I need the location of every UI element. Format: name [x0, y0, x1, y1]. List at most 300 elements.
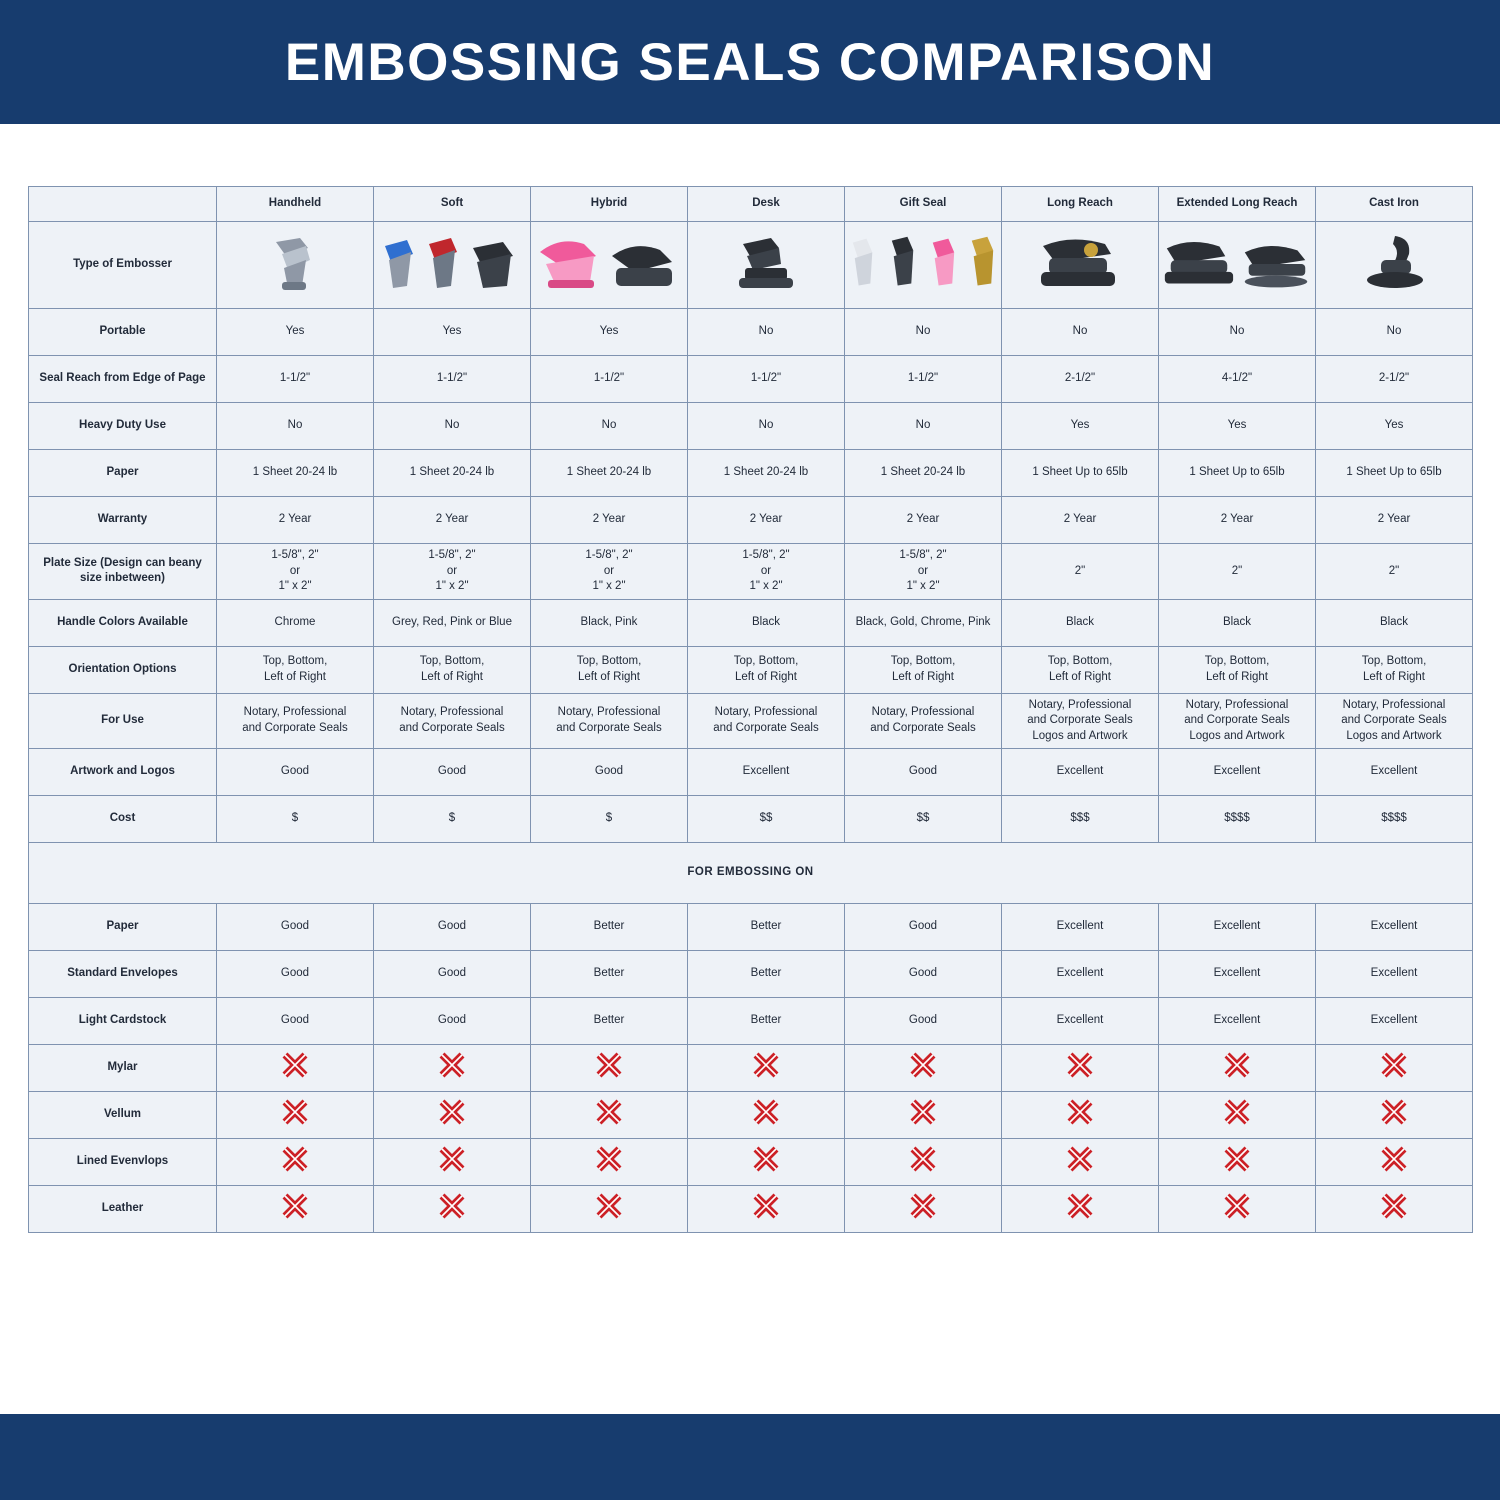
cell-plate-size-design-can-beany-size-inbetween-long-reach — [1002, 544, 1159, 600]
cell-handle-colors-available-hybrid: Black, Pink — [531, 599, 688, 646]
cell-light-cardstock-extended-long-reach: Excellent — [1159, 998, 1316, 1045]
table-row — [29, 749, 1473, 796]
section-band-for-embossing-on: FOR EMBOSSING ON — [29, 843, 1473, 904]
cell-lined-evenvlops-extended-long-reach — [1159, 1139, 1316, 1186]
x-mark-icon — [439, 1146, 465, 1172]
cell-line: 2" — [1388, 564, 1400, 577]
cell-paper-desk: 1 Sheet 20-24 lb — [688, 450, 845, 497]
cell-vellum-long-reach — [1002, 1092, 1159, 1139]
cell-handle-colors-available-extended-long-reach: Black — [1159, 599, 1316, 646]
cell-heavy-duty-use-cast-iron: Yes — [1316, 403, 1473, 450]
embosser-image-gift-seal — [845, 222, 1002, 309]
table-row — [29, 904, 1473, 951]
cell-light-cardstock-long-reach: Excellent — [1002, 998, 1159, 1045]
cell-line: Notary, Professional — [1185, 698, 1289, 711]
cell-artwork-and-logos-soft: Good — [374, 749, 531, 796]
cell-plate-size-design-can-beany-size-inbetween-soft — [374, 544, 531, 600]
cell-for-use-gift-seal — [845, 693, 1002, 749]
x-mark-icon — [282, 1193, 308, 1219]
cell-for-use-handheld — [217, 693, 374, 749]
cell-line: 1" x 2" — [278, 580, 312, 593]
cell-seal-reach-from-edge-of-page-handheld: 1-1/2" — [217, 356, 374, 403]
cell-paper-hybrid: 1 Sheet 20-24 lb — [531, 450, 688, 497]
x-mark-icon — [1067, 1193, 1093, 1219]
cell-for-use-soft — [374, 693, 531, 749]
cell-line: Logos and Artwork — [1032, 729, 1128, 742]
cell-line: Top, Bottom, — [419, 655, 485, 668]
cell-orientation-options-gift-seal — [845, 646, 1002, 693]
x-mark-icon — [439, 1193, 465, 1219]
cell-line: Left of Right — [577, 670, 640, 683]
cell-warranty-cast-iron: 2 Year — [1316, 497, 1473, 544]
cell-line: Top, Bottom, — [733, 655, 799, 668]
table-row — [29, 403, 1473, 450]
table-row — [29, 544, 1473, 600]
cell-cost-long-reach: $$$ — [1002, 796, 1159, 843]
cell-handle-colors-available-soft: Grey, Red, Pink or Blue — [374, 599, 531, 646]
cell-line: Top, Bottom, — [890, 655, 956, 668]
cell-line: Left of Right — [420, 670, 483, 683]
cell-mylar-soft — [374, 1045, 531, 1092]
cell-paper-gift-seal: 1 Sheet 20-24 lb — [845, 450, 1002, 497]
x-mark-icon — [1381, 1193, 1407, 1219]
cell-for-use-hybrid — [531, 693, 688, 749]
cell-lined-evenvlops-cast-iron — [1316, 1139, 1473, 1186]
cell-plate-size-design-can-beany-size-inbetween-gift-seal — [845, 544, 1002, 600]
cell-line: and Corporate Seals — [1341, 714, 1447, 727]
cell-line: Top, Bottom, — [1047, 655, 1113, 668]
cell-paper-cast-iron: Excellent — [1316, 904, 1473, 951]
column-header-soft: Soft — [374, 187, 531, 222]
cell-mylar-desk — [688, 1045, 845, 1092]
x-mark-icon — [910, 1052, 936, 1078]
cell-cost-handheld: $ — [217, 796, 374, 843]
cell-paper-extended-long-reach: Excellent — [1159, 904, 1316, 951]
table-row — [29, 796, 1473, 843]
embosser-image-long-reach — [1002, 222, 1159, 309]
cell-plate-size-design-can-beany-size-inbetween-extended-long-reach — [1159, 544, 1316, 600]
cell-line: Notary, Professional — [243, 706, 347, 719]
cell-mylar-extended-long-reach — [1159, 1045, 1316, 1092]
cell-line: 1" x 2" — [592, 580, 626, 593]
column-header-gift-seal: Gift Seal — [845, 187, 1002, 222]
cell-cost-extended-long-reach: $$$$ — [1159, 796, 1316, 843]
cell-orientation-options-handheld — [217, 646, 374, 693]
cell-lined-evenvlops-gift-seal — [845, 1139, 1002, 1186]
row-header-type-of-embosser: Type of Embosser — [29, 222, 217, 309]
row-header-light-cardstock: Light Cardstock — [29, 998, 217, 1045]
row-header-paper: Paper — [29, 450, 217, 497]
cell-warranty-hybrid: 2 Year — [531, 497, 688, 544]
cell-standard-envelopes-soft: Good — [374, 951, 531, 998]
cell-portable-desk: No — [688, 309, 845, 356]
cell-cost-gift-seal: $$ — [845, 796, 1002, 843]
cell-handle-colors-available-cast-iron: Black — [1316, 599, 1473, 646]
x-mark-icon — [596, 1193, 622, 1219]
cell-line: or — [760, 564, 772, 577]
table-header-row — [29, 187, 1473, 222]
cell-orientation-options-soft — [374, 646, 531, 693]
cell-line: 1-5/8", 2" — [585, 549, 633, 561]
table-row — [29, 951, 1473, 998]
cell-heavy-duty-use-soft: No — [374, 403, 531, 450]
cell-cost-soft: $ — [374, 796, 531, 843]
table-row — [29, 356, 1473, 403]
cell-vellum-gift-seal — [845, 1092, 1002, 1139]
cell-handle-colors-available-gift-seal: Black, Gold, Chrome, Pink — [845, 599, 1002, 646]
cell-light-cardstock-gift-seal: Good — [845, 998, 1002, 1045]
cell-line: Top, Bottom, — [262, 655, 328, 668]
column-header-cast-iron: Cast Iron — [1316, 187, 1473, 222]
cell-artwork-and-logos-desk: Excellent — [688, 749, 845, 796]
cell-for-use-desk — [688, 693, 845, 749]
cell-plate-size-design-can-beany-size-inbetween-handheld — [217, 544, 374, 600]
page-header-banner — [0, 0, 1500, 128]
x-mark-icon — [1067, 1099, 1093, 1125]
x-mark-icon — [1067, 1146, 1093, 1172]
cell-line: and Corporate Seals — [242, 721, 348, 734]
cell-seal-reach-from-edge-of-page-long-reach: 2-1/2" — [1002, 356, 1159, 403]
cell-paper-cast-iron: 1 Sheet Up to 65lb — [1316, 450, 1473, 497]
table-row — [29, 646, 1473, 693]
cell-line: Left of Right — [1362, 670, 1425, 683]
table-row — [29, 1186, 1473, 1233]
gift-seal-embosser-icon — [845, 223, 1001, 307]
table-row — [29, 497, 1473, 544]
cell-warranty-extended-long-reach: 2 Year — [1159, 497, 1316, 544]
x-mark-icon — [1224, 1193, 1250, 1219]
column-header-hybrid: Hybrid — [531, 187, 688, 222]
cell-line: Left of Right — [734, 670, 797, 683]
cell-for-use-extended-long-reach — [1159, 693, 1316, 749]
row-header-leather: Leather — [29, 1186, 217, 1233]
cell-mylar-cast-iron — [1316, 1045, 1473, 1092]
table-row — [29, 309, 1473, 356]
desk-embosser-icon — [688, 223, 844, 307]
cell-plate-size-design-can-beany-size-inbetween-hybrid — [531, 544, 688, 600]
cell-paper-soft: 1 Sheet 20-24 lb — [374, 450, 531, 497]
x-mark-icon — [910, 1193, 936, 1219]
x-mark-icon — [910, 1099, 936, 1125]
cell-lined-evenvlops-desk — [688, 1139, 845, 1186]
cell-cost-hybrid: $ — [531, 796, 688, 843]
cell-orientation-options-extended-long-reach — [1159, 646, 1316, 693]
row-header-paper: Paper — [29, 904, 217, 951]
x-mark-icon — [1067, 1052, 1093, 1078]
cell-line: Notary, Professional — [400, 706, 504, 719]
cell-standard-envelopes-cast-iron: Excellent — [1316, 951, 1473, 998]
cell-orientation-options-desk — [688, 646, 845, 693]
x-mark-icon — [753, 1146, 779, 1172]
cell-heavy-duty-use-gift-seal: No — [845, 403, 1002, 450]
cell-mylar-long-reach — [1002, 1045, 1159, 1092]
cell-line: 1-5/8", 2" — [271, 549, 319, 561]
row-header-plate-size-design-can-beany-size-inbetween: Plate Size (Design can beany size inbetween) — [29, 544, 217, 600]
cell-paper-hybrid: Better — [531, 904, 688, 951]
column-header-desk: Desk — [688, 187, 845, 222]
cell-line: 1-5/8", 2" — [899, 549, 947, 561]
table-row — [29, 450, 1473, 497]
cell-line: and Corporate Seals — [1184, 714, 1290, 727]
cell-light-cardstock-cast-iron: Excellent — [1316, 998, 1473, 1045]
cell-line: Notary, Professional — [871, 706, 975, 719]
row-header-mylar: Mylar — [29, 1045, 217, 1092]
cell-line: 1-5/8", 2" — [742, 549, 790, 561]
embosser-image-soft — [374, 222, 531, 309]
x-mark-icon — [596, 1052, 622, 1078]
x-mark-icon — [596, 1146, 622, 1172]
page-title: EMBOSSING SEALS COMPARISON — [284, 32, 1216, 92]
cell-portable-gift-seal: No — [845, 309, 1002, 356]
x-mark-icon — [753, 1099, 779, 1125]
cell-light-cardstock-soft: Good — [374, 998, 531, 1045]
cell-artwork-and-logos-long-reach: Excellent — [1002, 749, 1159, 796]
cell-line: and Corporate Seals — [399, 721, 505, 734]
cell-line: Notary, Professional — [1342, 698, 1446, 711]
comparison-table-wrapper — [0, 128, 1500, 1233]
row-header-portable: Portable — [29, 309, 217, 356]
cell-leather-cast-iron — [1316, 1186, 1473, 1233]
cell-line: or — [289, 564, 301, 577]
cell-line: 1" x 2" — [435, 580, 469, 593]
x-mark-icon — [1381, 1099, 1407, 1125]
cell-orientation-options-hybrid — [531, 646, 688, 693]
cell-artwork-and-logos-gift-seal: Good — [845, 749, 1002, 796]
row-header-orientation-options: Orientation Options — [29, 646, 217, 693]
x-mark-icon — [1381, 1146, 1407, 1172]
cell-line: 1-5/8", 2" — [428, 549, 476, 561]
cell-warranty-soft: 2 Year — [374, 497, 531, 544]
cell-portable-soft: Yes — [374, 309, 531, 356]
row-header-vellum: Vellum — [29, 1092, 217, 1139]
cell-leather-extended-long-reach — [1159, 1186, 1316, 1233]
cell-standard-envelopes-long-reach: Excellent — [1002, 951, 1159, 998]
table-row — [29, 1045, 1473, 1092]
row-header-handle-colors-available: Handle Colors Available — [29, 599, 217, 646]
cell-handle-colors-available-handheld: Chrome — [217, 599, 374, 646]
table-row — [29, 693, 1473, 749]
table-row — [29, 1092, 1473, 1139]
cell-vellum-cast-iron — [1316, 1092, 1473, 1139]
cell-seal-reach-from-edge-of-page-gift-seal: 1-1/2" — [845, 356, 1002, 403]
cell-line: Top, Bottom, — [576, 655, 642, 668]
cell-seal-reach-from-edge-of-page-hybrid: 1-1/2" — [531, 356, 688, 403]
row-header-standard-envelopes: Standard Envelopes — [29, 951, 217, 998]
table-row — [29, 998, 1473, 1045]
cell-line: Left of Right — [1205, 670, 1268, 683]
column-header-long-reach: Long Reach — [1002, 187, 1159, 222]
cell-line: Top, Bottom, — [1361, 655, 1427, 668]
x-mark-icon — [282, 1099, 308, 1125]
cell-seal-reach-from-edge-of-page-desk: 1-1/2" — [688, 356, 845, 403]
cell-line: Notary, Professional — [557, 706, 661, 719]
cell-line: or — [446, 564, 458, 577]
cell-warranty-handheld: 2 Year — [217, 497, 374, 544]
x-mark-icon — [596, 1099, 622, 1125]
x-mark-icon — [753, 1193, 779, 1219]
cell-portable-handheld: Yes — [217, 309, 374, 356]
cell-seal-reach-from-edge-of-page-soft: 1-1/2" — [374, 356, 531, 403]
cell-warranty-long-reach: 2 Year — [1002, 497, 1159, 544]
cell-vellum-soft — [374, 1092, 531, 1139]
cell-lined-evenvlops-soft — [374, 1139, 531, 1186]
cell-line: Top, Bottom, — [1204, 655, 1270, 668]
table-row — [29, 1139, 1473, 1186]
cell-line: and Corporate Seals — [556, 721, 662, 734]
cell-standard-envelopes-hybrid: Better — [531, 951, 688, 998]
cell-heavy-duty-use-handheld: No — [217, 403, 374, 450]
row-header-artwork-and-logos: Artwork and Logos — [29, 749, 217, 796]
cell-standard-envelopes-handheld: Good — [217, 951, 374, 998]
cell-vellum-desk — [688, 1092, 845, 1139]
cell-leather-handheld — [217, 1186, 374, 1233]
cell-plate-size-design-can-beany-size-inbetween-desk — [688, 544, 845, 600]
cell-vellum-handheld — [217, 1092, 374, 1139]
x-mark-icon — [753, 1052, 779, 1078]
column-header-extended-long-reach: Extended Long Reach — [1159, 187, 1316, 222]
row-header-cost: Cost — [29, 796, 217, 843]
cell-for-use-long-reach — [1002, 693, 1159, 749]
cell-artwork-and-logos-cast-iron: Excellent — [1316, 749, 1473, 796]
cell-line: or — [603, 564, 615, 577]
x-mark-icon — [910, 1146, 936, 1172]
table-corner-cell — [29, 187, 217, 222]
x-mark-icon — [282, 1052, 308, 1078]
cell-handle-colors-available-long-reach: Black — [1002, 599, 1159, 646]
soft-embosser-icon — [374, 223, 530, 307]
cell-mylar-handheld — [217, 1045, 374, 1092]
cell-standard-envelopes-desk: Better — [688, 951, 845, 998]
cell-portable-long-reach: No — [1002, 309, 1159, 356]
comparison-table — [28, 186, 1473, 1233]
cell-line: 1" x 2" — [906, 580, 940, 593]
cell-lined-evenvlops-long-reach — [1002, 1139, 1159, 1186]
cell-paper-long-reach: 1 Sheet Up to 65lb — [1002, 450, 1159, 497]
cast-iron-embosser-icon — [1316, 223, 1472, 307]
x-mark-icon — [1224, 1146, 1250, 1172]
cell-artwork-and-logos-hybrid: Good — [531, 749, 688, 796]
cell-line: Notary, Professional — [1028, 698, 1132, 711]
cell-cost-desk: $$ — [688, 796, 845, 843]
embosser-image-extended-long-reach — [1159, 222, 1316, 309]
cell-line: Logos and Artwork — [1189, 729, 1285, 742]
cell-heavy-duty-use-long-reach: Yes — [1002, 403, 1159, 450]
page-footer-banner — [0, 1410, 1500, 1500]
cell-line: 2" — [1231, 564, 1243, 577]
cell-lined-evenvlops-hybrid — [531, 1139, 688, 1186]
cell-warranty-desk: 2 Year — [688, 497, 845, 544]
cell-leather-hybrid — [531, 1186, 688, 1233]
cell-standard-envelopes-gift-seal: Good — [845, 951, 1002, 998]
cell-line: and Corporate Seals — [713, 721, 819, 734]
cell-paper-handheld: 1 Sheet 20-24 lb — [217, 450, 374, 497]
section-band-row — [29, 843, 1473, 904]
cell-seal-reach-from-edge-of-page-extended-long-reach: 4-1/2" — [1159, 356, 1316, 403]
table-row — [29, 222, 1473, 309]
cell-line: Logos and Artwork — [1346, 729, 1442, 742]
cell-portable-cast-iron: No — [1316, 309, 1473, 356]
embosser-image-desk — [688, 222, 845, 309]
embosser-image-hybrid — [531, 222, 688, 309]
cell-paper-soft: Good — [374, 904, 531, 951]
cell-mylar-hybrid — [531, 1045, 688, 1092]
cell-line: Left of Right — [891, 670, 954, 683]
cell-seal-reach-from-edge-of-page-cast-iron: 2-1/2" — [1316, 356, 1473, 403]
x-mark-icon — [282, 1146, 308, 1172]
row-header-heavy-duty-use: Heavy Duty Use — [29, 403, 217, 450]
cell-leather-long-reach — [1002, 1186, 1159, 1233]
cell-paper-long-reach: Excellent — [1002, 904, 1159, 951]
embosser-image-handheld — [217, 222, 374, 309]
cell-paper-handheld: Good — [217, 904, 374, 951]
cell-plate-size-design-can-beany-size-inbetween-cast-iron — [1316, 544, 1473, 600]
row-header-warranty: Warranty — [29, 497, 217, 544]
cell-paper-desk: Better — [688, 904, 845, 951]
cell-paper-extended-long-reach: 1 Sheet Up to 65lb — [1159, 450, 1316, 497]
cell-leather-desk — [688, 1186, 845, 1233]
handheld-embosser-icon — [217, 223, 373, 307]
cell-leather-gift-seal — [845, 1186, 1002, 1233]
cell-artwork-and-logos-handheld: Good — [217, 749, 374, 796]
cell-artwork-and-logos-extended-long-reach: Excellent — [1159, 749, 1316, 796]
hybrid-embosser-icon — [531, 223, 687, 307]
cell-light-cardstock-handheld: Good — [217, 998, 374, 1045]
cell-portable-hybrid: Yes — [531, 309, 688, 356]
cell-light-cardstock-desk: Better — [688, 998, 845, 1045]
cell-mylar-gift-seal — [845, 1045, 1002, 1092]
cell-line: and Corporate Seals — [870, 721, 976, 734]
cell-handle-colors-available-desk: Black — [688, 599, 845, 646]
row-header-seal-reach-from-edge-of-page: Seal Reach from Edge of Page — [29, 356, 217, 403]
cell-line: Left of Right — [263, 670, 326, 683]
x-mark-icon — [1224, 1099, 1250, 1125]
cell-lined-evenvlops-handheld — [217, 1139, 374, 1186]
cell-cost-cast-iron: $$$$ — [1316, 796, 1473, 843]
cell-orientation-options-cast-iron — [1316, 646, 1473, 693]
cell-vellum-extended-long-reach — [1159, 1092, 1316, 1139]
x-mark-icon — [439, 1052, 465, 1078]
cell-line: 1" x 2" — [749, 580, 783, 593]
cell-for-use-cast-iron — [1316, 693, 1473, 749]
table-head — [29, 187, 1473, 222]
cell-line: or — [917, 564, 929, 577]
column-header-handheld: Handheld — [217, 187, 374, 222]
cell-light-cardstock-hybrid: Better — [531, 998, 688, 1045]
cell-heavy-duty-use-desk: No — [688, 403, 845, 450]
x-mark-icon — [1224, 1052, 1250, 1078]
cell-orientation-options-long-reach — [1002, 646, 1159, 693]
cell-vellum-hybrid — [531, 1092, 688, 1139]
cell-line: Notary, Professional — [714, 706, 818, 719]
cell-heavy-duty-use-hybrid: No — [531, 403, 688, 450]
cell-leather-soft — [374, 1186, 531, 1233]
extended-long-reach-embosser-icon — [1159, 223, 1315, 307]
cell-line: 2" — [1074, 564, 1086, 577]
table-body — [29, 222, 1473, 1233]
row-header-lined-evenvlops: Lined Evenvlops — [29, 1139, 217, 1186]
row-header-for-use: For Use — [29, 693, 217, 749]
cell-paper-gift-seal: Good — [845, 904, 1002, 951]
cell-portable-extended-long-reach: No — [1159, 309, 1316, 356]
cell-warranty-gift-seal: 2 Year — [845, 497, 1002, 544]
cell-heavy-duty-use-extended-long-reach: Yes — [1159, 403, 1316, 450]
long-reach-embosser-icon — [1002, 223, 1158, 307]
x-mark-icon — [439, 1099, 465, 1125]
x-mark-icon — [1381, 1052, 1407, 1078]
table-row — [29, 599, 1473, 646]
embosser-image-cast-iron — [1316, 222, 1473, 309]
cell-line: and Corporate Seals — [1027, 714, 1133, 727]
